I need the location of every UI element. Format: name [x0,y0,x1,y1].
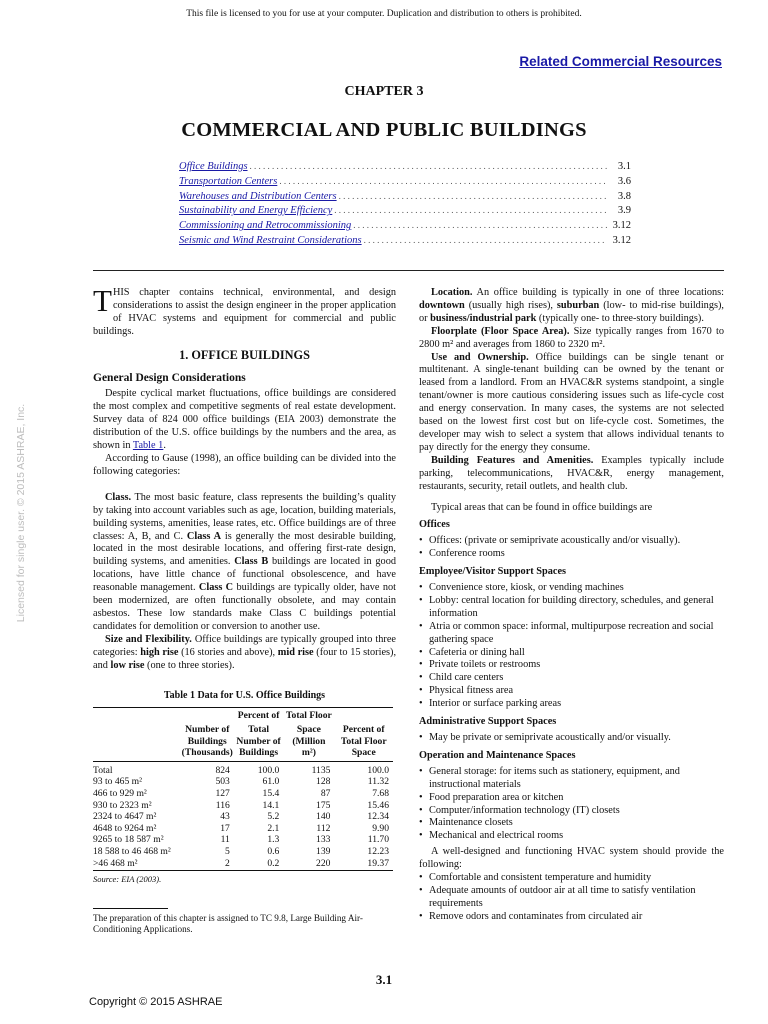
table-cell: 11.32 [367,776,389,788]
paragraph-text: Despite cyclical market fluctuations, office buildings are considered the most complex and competitive segments of real estate development. Survey data of 824 000 office buildings (EIA 2003) demonstrate the distribution of the U.S. office buildings by the numbers and the area, as shown in [93,388,396,452]
toc-link[interactable]: Commissioning and Retrocommissioning [179,220,352,232]
term-class-a: Class A [186,530,222,542]
table-row [93,811,393,823]
toc-leader [353,220,607,230]
paragraph-hvac-intro: A well-designed and functioning HVAC system should provide the following: [419,846,724,871]
paragraph-size [93,634,396,673]
list-item: • May be private or semiprivate acoustically and/or visually. [419,732,724,745]
toc-entry[interactable] [179,205,631,220]
toc-page: 3.6 [617,175,631,187]
paragraph-text: . [163,440,166,452]
footnote-rule [93,908,168,909]
table-cell: 12.23 [367,845,389,857]
table-source-text: Source: EIA (2003). [93,874,162,885]
paragraph-text: (16 stories and above), [178,646,278,658]
list-item: • Lobby: central location for building directory, schedules, and general information [419,595,724,621]
chapter-number: CHAPTER 3 [344,84,424,99]
list-item: • Physical fitness area [419,685,724,698]
paragraph-text: is generally the most desirable building, located in the most desirable locations, and offering first-rate design, building systems, and amenities. [93,530,397,568]
license-watermark-text: Licensed for single user. © 2015 ASHRAE, Inc. [15,403,27,623]
table-caption: Table 1 Data for U.S. Office Buildings [163,690,326,702]
table-of-contents [179,161,631,250]
category-list [419,766,724,843]
toc-entry[interactable] [179,220,631,235]
section-title: 1. OFFICE BUILDINGS [179,347,310,362]
chapter-title: COMMERCIAL AND PUBLIC BUILDINGS [181,119,587,141]
term-mid-rise: mid rise [277,646,314,658]
toc-link[interactable]: Sustainability and Energy Efficiency [179,205,333,217]
table-row [93,834,393,846]
table-cell: 15.46 [367,799,389,811]
toc-link[interactable]: Transportation Centers [179,175,278,187]
toc-leader [339,191,607,201]
office-buildings-table [93,707,393,871]
paragraph-class [93,492,396,634]
paragraph-features [419,455,724,494]
paragraph-location [419,287,724,326]
table-header [93,708,181,724]
category-list [419,582,724,711]
list-item: • General storage: for items such as stationery, equipment, and instructional materials [419,766,724,792]
toc-page: 3.12 [612,220,631,232]
category-heading: Employee/Visitor Support Spaces [419,566,567,578]
paragraph-text: An office building is typically in one of three locations: [472,287,724,298]
intro-text: HIS chapter contains technical, environmental, and design considerations to assist the design engineer in the proper application of HVAC systems and equipment for commercial and public buildings. [93,287,396,337]
term-suburban: suburban [556,299,600,311]
table-row [93,846,393,858]
table-cell: 2 [181,858,234,871]
paragraph-text: (one to three stories). [144,659,235,671]
table-cell: 93 to 465 m² [93,776,142,788]
table-row [93,858,393,871]
table-cell: 1135 [311,764,331,776]
table-row [93,761,393,776]
table-header [181,708,234,724]
list-item: • Atria or common space: informal, multipurpose recreation and social gathering space [419,621,724,647]
term-size: Size and Flexibility. [105,633,192,645]
table-cell: 220 [283,858,334,871]
paragraph-floorplate [419,326,724,352]
toc-link[interactable]: Warehouses and Distribution Centers [179,190,337,202]
toc-page: 3.9 [617,205,631,217]
list-item: • Mechanical and electrical rooms [419,830,724,843]
table-source [93,873,396,886]
footnote: The preparation of this chapter is assigned to TC 9.8, Large Building Air-Conditioning Applications. [93,913,363,934]
paragraph-text: (four to 15 stories), and [93,646,397,671]
toc-leader [250,161,607,171]
table-cell: 139 [316,845,331,857]
category-list [419,535,724,561]
table-row [93,776,393,788]
table-cell: 2324 to 4647 m² [93,811,157,823]
table-cell: 175 [316,799,331,811]
table-cell: 14.1 [262,799,280,811]
term-high-rise: high rise [140,646,179,658]
term-class: Class. [105,491,132,503]
list-item: • Cafeteria or dining hall [419,647,724,660]
page-number: 3.1 [375,972,393,987]
table-cell: 0.2 [234,858,284,871]
table-cell: 9265 to 18 587 m² [93,834,164,846]
table-cell: 133 [316,834,331,846]
table-cell: 4648 to 9264 m² [93,822,157,834]
term-downtown: downtown [419,299,465,311]
paragraph-text: (usually high rises), [464,299,557,311]
table-cell: Total [93,764,113,776]
table-cell: 5.2 [267,811,280,823]
right-column [419,287,724,924]
paragraph-text: (low- to mid-rise buildings), or [419,299,724,324]
toc-leader [364,235,607,245]
toc-page: 3.8 [617,190,631,202]
term-class-b: Class B [234,556,269,568]
table-cell: 9.90 [372,822,389,834]
list-item: • Convenience store, kiosk, or vending machines [419,582,724,595]
table-1-link[interactable]: Table 1 [132,440,164,452]
license-notice: This file is licensed to you for use at your computer. Duplication and distribution to others is prohibited. [186,9,582,19]
table-cell: 503 [215,776,230,788]
paragraph-text: Size typically ranges from 1670 to 2800 m² and averages from 1860 to 2320 m². [419,325,724,350]
paragraph-use-ownership [419,352,724,455]
toc-page: 3.12 [612,234,631,246]
category-heading: Offices [419,519,450,531]
term-low-rise: low rise [110,659,145,671]
table-header: Number of Buildings (Thousands) [181,724,234,761]
toc-entry[interactable] [179,176,631,191]
category-list [419,732,724,745]
table-row [93,800,393,812]
table-row [93,788,393,800]
spacer [419,494,724,502]
table-cell: 5 [225,845,230,857]
table-cell: 11 [220,834,230,846]
list-item: • Child care centers [419,672,724,685]
toc-entry[interactable] [179,191,631,206]
list-item: • Interior or surface parking areas [419,698,724,711]
term-use-ownership: Use and Ownership. [431,351,529,363]
intro-paragraph [93,283,396,339]
table-header [334,708,393,724]
copyright: Copyright © 2015 ASHRAE [89,996,223,1008]
table-cell: 43 [220,811,230,823]
table-cell: 87 [320,787,331,799]
paragraph-typical-areas: Typical areas that can be found in office buildings are [431,501,653,513]
term-features: Building Features and Amenities. [431,454,594,466]
toc-entry[interactable] [179,235,631,250]
toc-entry[interactable] [179,161,631,176]
table-header [93,724,181,761]
paragraph-text: (typically one- to three-story buildings). [536,312,704,324]
paragraph-text: buildings are located in good locations, have little chance of functional obsolescence, and have reasonable management. [93,556,396,594]
paragraph-text: Office buildings are typically grouped into three categories: [93,633,396,658]
table-cell: 7.68 [372,787,389,799]
list-item: • Adequate amounts of outdoor air at all time to satisfy ventilation requirements [419,885,724,911]
category-heading: Operation and Maintenance Spaces [419,749,576,761]
term-floorplate: Floorplate (Floor Space Area). [431,325,570,337]
table-cell: 100.0 [257,764,280,776]
table-cell: 140 [316,811,331,823]
table-header: Percent of Total Floor Space [334,724,393,761]
table-cell: 2.1 [267,822,280,834]
paragraph-text: Office buildings can be single tenant or multitenant. A single-tenant building can be owned by the tenant or leased from a landlord. From an HVAC&R systems standpoint, a single tenant/owner is more cautious considering issues such as life-cycle cost and energy conservation. In many cases, the systems are not selected based on the lowest first cost but on life-cycle cost. Sometimes, the developer may wish to select a system that allows individual tenants to pay directly for the energy they consume. [419,351,724,453]
term-class-c: Class C [198,582,234,594]
table-cell: 824 [215,764,230,776]
category-heading: Administrative Support Spaces [419,716,557,728]
toc-link[interactable]: Seismic and Wind Restraint Considerations [179,234,362,246]
table-cell: 930 to 2323 m² [93,799,152,811]
table-cell: 12.34 [367,811,389,823]
toc-leader [334,205,607,215]
table-cell: 0.6 [267,845,280,857]
list-item: • Conference rooms [419,548,724,561]
table-header: Percent of [234,708,284,724]
spacer [93,479,396,492]
table-header: Total Floor [283,708,334,724]
list-item: • Offices: (private or semiprivate acoustically and/or visually). [419,535,724,548]
table-cell: 127 [215,787,230,799]
paragraph-text: The most basic feature, class represents the building’s quality by taking into account variables such as age, location, building materials, building systems, amenities, lease rates, etc. Office buildings are of three classes: A, B, and C. [93,491,396,542]
list-item: • Food preparation area or kitchen [419,792,724,805]
license-watermark [6,388,36,638]
table-cell: 128 [316,776,331,788]
hvac-requirements-list [419,872,724,924]
subheading-general-design: General Design Considerations [93,371,246,384]
table-cell: 11.70 [367,834,389,846]
list-item: • Private toilets or restrooms [419,659,724,672]
list-item: • Computer/information technology (IT) closets [419,805,724,818]
table-cell: 17 [220,822,230,834]
paragraph-categories: According to Gause (1998), an office building can be divided into the following categories: [93,452,396,477]
toc-link[interactable]: Office Buildings [179,161,248,172]
table-row [93,823,393,835]
table-cell: 61.0 [262,776,280,788]
list-item: • Comfortable and consistent temperature and humidity [419,872,724,885]
table-cell: 15.4 [262,787,280,799]
table-cell: 112 [316,822,331,834]
table-cell: 100.0 [367,764,389,776]
table-cell: 18 588 to 46 468 m² [93,845,171,857]
paragraph-market [93,388,396,453]
list-item: • Maintenance closets [419,817,724,830]
toc-leader [279,176,607,186]
list-item: • Remove odors and contaminates from circulated air [419,911,724,924]
related-resources-link[interactable]: Related Commercial Resources [519,54,722,69]
table-cell: 116 [215,799,230,811]
left-column [93,283,397,935]
table-cell: >46 468 m² [93,858,181,871]
table-cell: 1.3 [267,834,280,846]
term-business-park: business/industrial park [430,312,537,324]
table-header: Total Number of Buildings [234,724,284,761]
table-header: Space (Million m²) [283,724,334,761]
paragraph-text: Examples typically include parking, telecommunications, HVAC&R, energy management, restaurants, security, retail outlets, and health club. [419,454,724,492]
paragraph-text: buildings are typically older, have not been modernized, are often functionally obsolete, and may contain asbestos. These low standards make Class C buildings potential candidates for demolition or conversion to another use. [93,582,396,632]
toc-page: 3.1 [617,161,631,172]
table-cell: 466 to 929 m² [93,787,147,799]
drop-cap: T [93,283,112,318]
header-divider [93,270,724,271]
term-location: Location. [431,287,473,298]
table-cell: 19.37 [334,858,393,871]
